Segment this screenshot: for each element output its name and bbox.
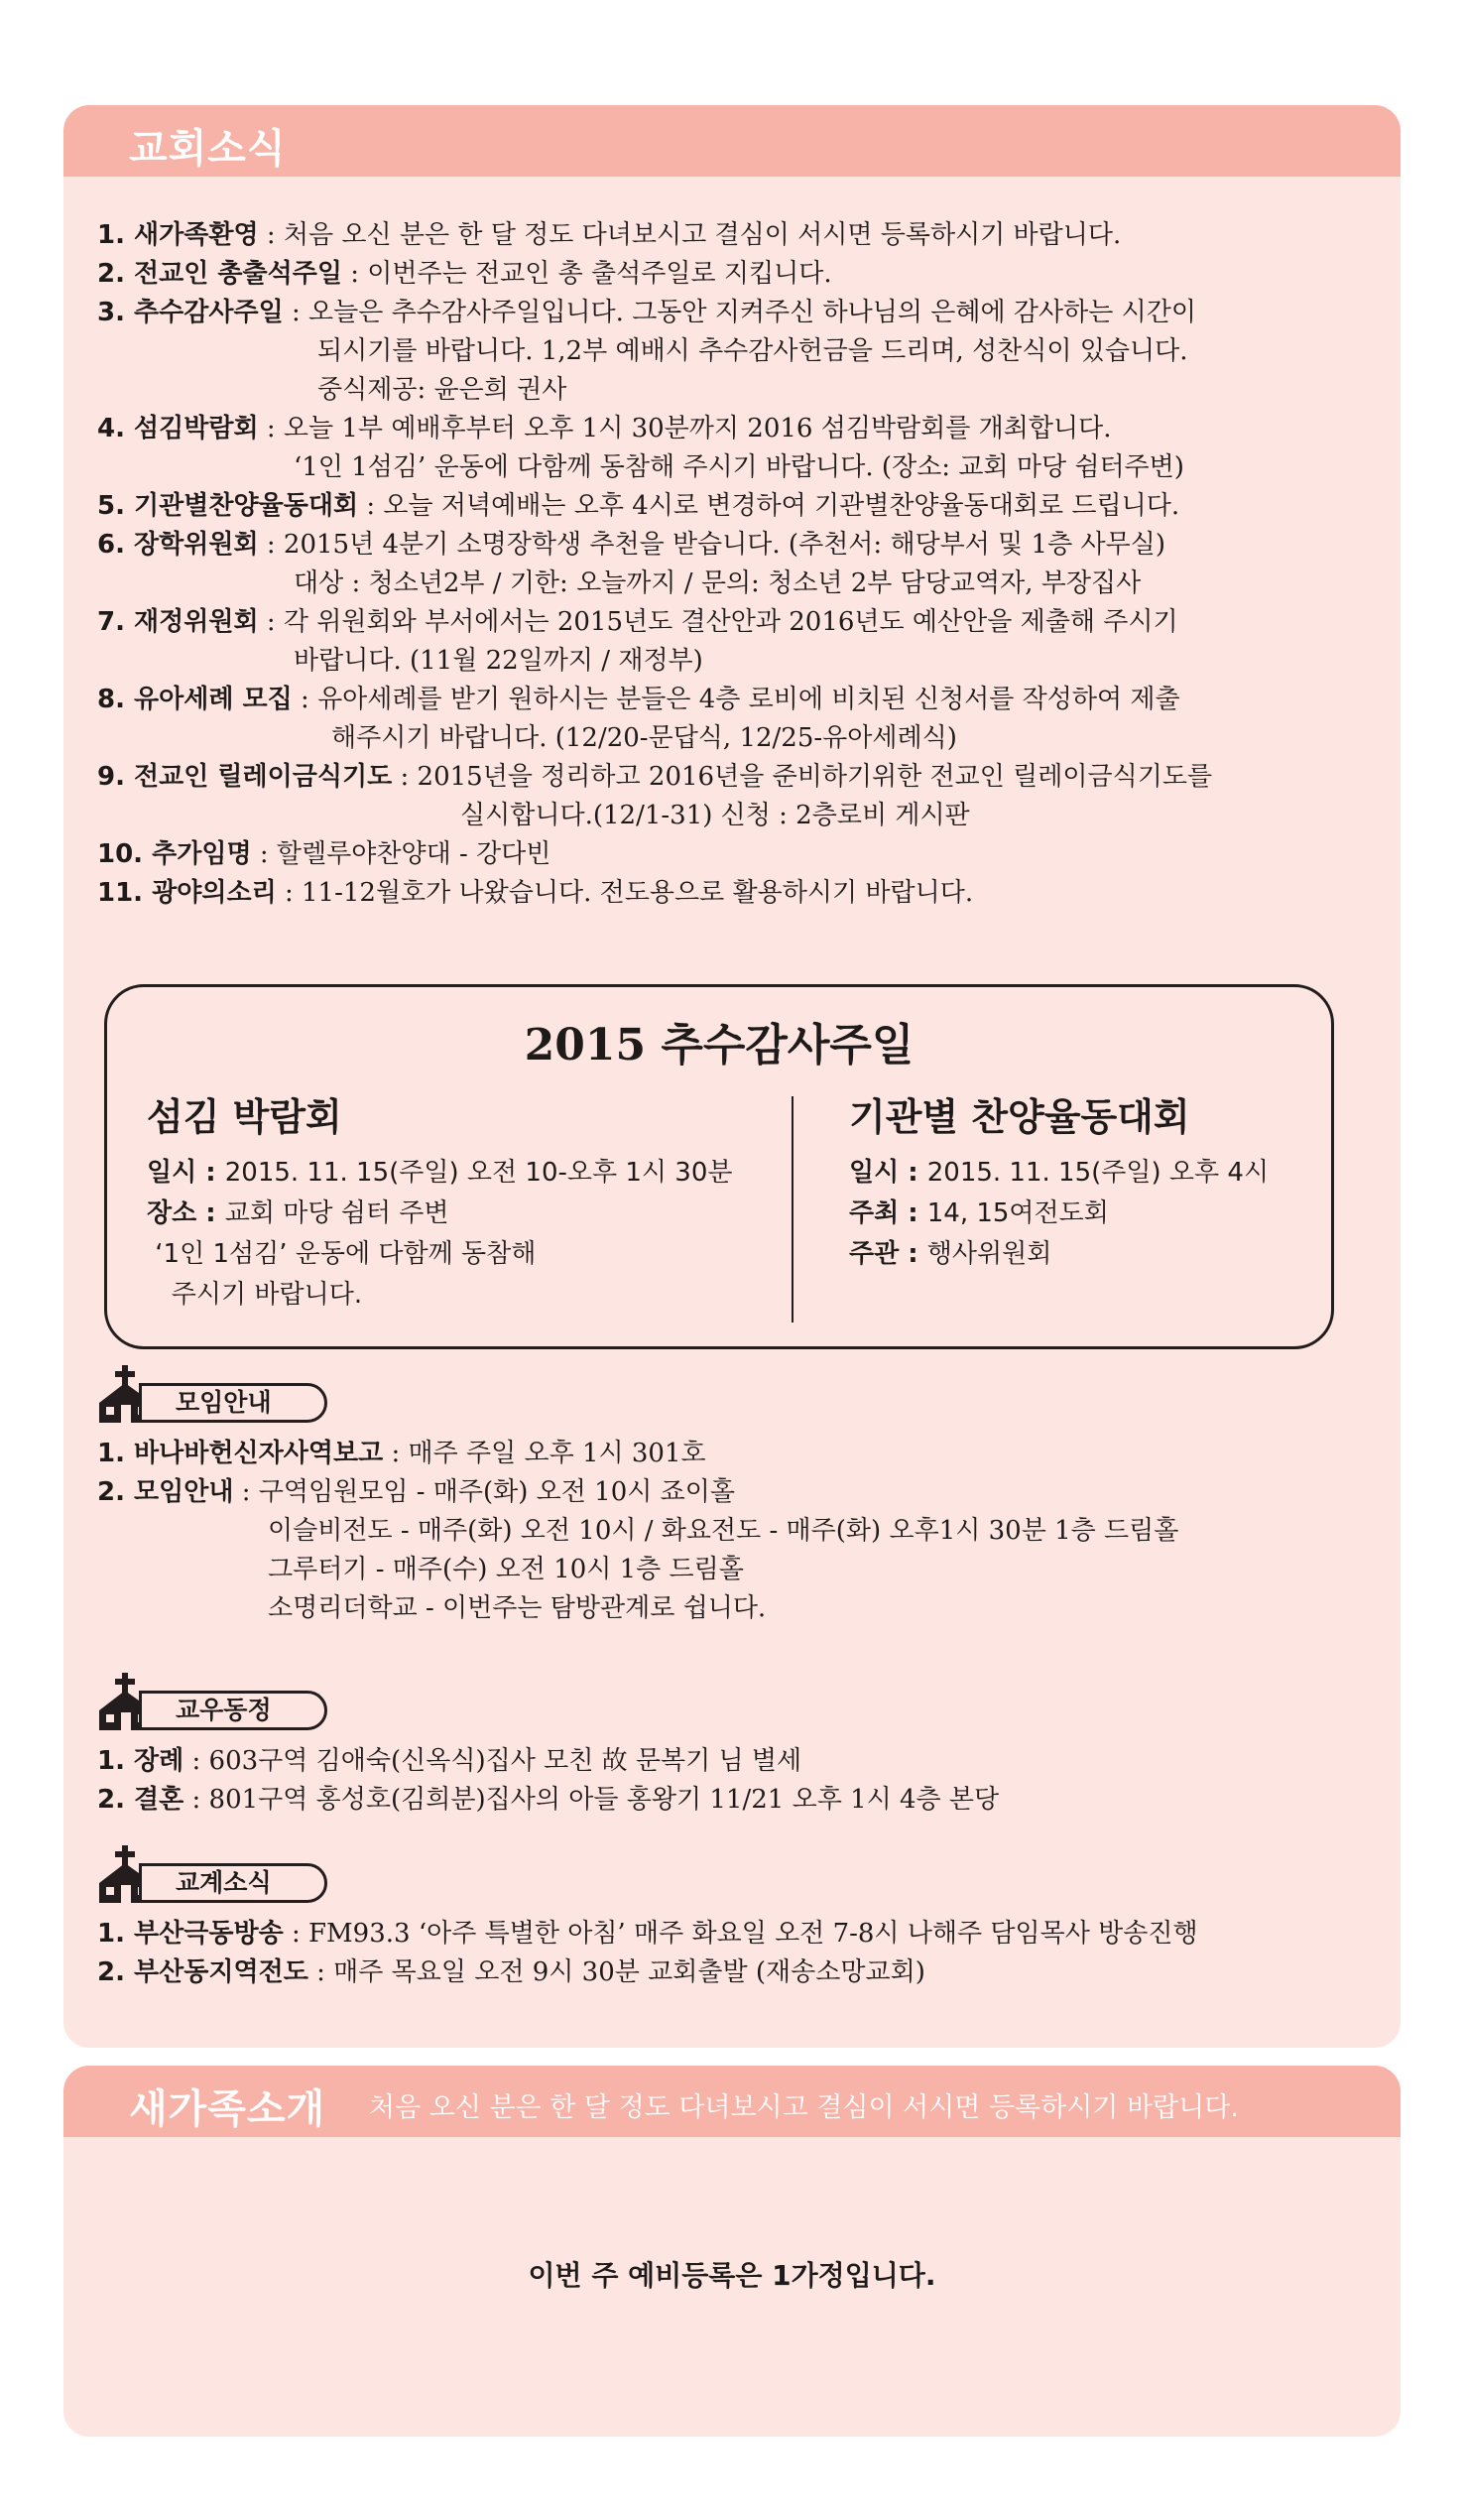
event-line-label: 일시 :: [849, 1158, 927, 1188]
item-text: 바랍니다. (11월 22일까지 / 재정부): [294, 646, 703, 676]
item-text: 대상 : 청소년2부 / 기한: 오늘까지 / 문의: 청소년 2부 담당교역자, 부장집사: [294, 568, 1142, 598]
item-label: 2. 부산동지역전도: [97, 1957, 308, 1987]
event-line-label: 주관 :: [849, 1239, 927, 1269]
event-line-text: 2015. 11. 15(주일) 오후 4시: [926, 1158, 1270, 1188]
new-family-subtitle: 처음 오신 분은 한 달 정도 다녀보시고 결심이 서시면 등록하시기 바랍니다.: [369, 2092, 1239, 2123]
event-line-text: 주시기 바랍니다.: [147, 1280, 363, 1310]
item-label: 1. 바나바헌신자사역보고: [97, 1439, 384, 1468]
item-text: 그루터기 - 매주(수) 오전 10시 1층 드림홀: [268, 1555, 744, 1584]
item-text: 되시기를 바랍니다. 1,2부 예배시 추수감사헌금을 드리며, 성찬식이 있습니다.: [317, 336, 1188, 366]
meetings-section-header: [99, 1365, 357, 1423]
item-label: 1. 부산극동방송: [97, 1919, 284, 1949]
event-line-text: 2015. 11. 15(주일) 오전 10-오후 1시 30분: [224, 1158, 733, 1188]
event-right-column: [849, 1086, 1315, 1275]
list-item: [97, 294, 1387, 410]
item-text: : 유아세례를 받기 원하시는 분들은 4층 로비에 비치된 신청서를 작성하여 제출: [292, 685, 1180, 714]
item-text: : 603구역 김애숙(신옥식)집사 모친 故 문복기 님 별세: [183, 1746, 802, 1776]
list-item: [97, 255, 1387, 294]
meetings-list: [97, 1435, 1387, 1628]
item-text: : 오늘 1부 예배후부터 오후 1시 30분까지 2016 섬김박람회를 개최합니다.: [258, 414, 1112, 443]
item-label: 2. 결혼: [97, 1785, 184, 1815]
item-text: : 2015년 4분기 소명장학생 추천을 받습니다. (추천서: 해당부서 및 1층 사무실): [258, 530, 1165, 560]
item-text: : 11-12월호가 나왔습니다. 전도용으로 활용하시기 바랍니다.: [276, 878, 974, 908]
item-label: 5. 기관별찬양율동대회: [97, 491, 359, 521]
item-label: 1. 장례: [97, 1746, 184, 1776]
item-text: 해주시기 바랍니다. (12/20-문답식, 12/25-유아세례식): [331, 723, 957, 753]
list-item: [97, 758, 1387, 835]
event-line-label: 주최 :: [849, 1198, 927, 1228]
external-news-list: [97, 1915, 1387, 1992]
event-line-text: 14, 15여전도회: [926, 1198, 1109, 1228]
event-line: [147, 1234, 762, 1275]
event-line: [147, 1194, 762, 1234]
event-line-text: 교회 마당 쉼터 주변: [224, 1198, 449, 1228]
item-text: : 각 위원회와 부서에서는 2015년도 결산안과 2016년도 예산안을 제출해 주시기: [258, 607, 1178, 637]
external-news-label: 교계소식: [139, 1863, 327, 1903]
list-item: [97, 216, 1387, 255]
item-text: : 매주 목요일 오전 9시 30분 교회출발 (재송소망교회): [307, 1957, 925, 1987]
item-text: : 할렐루야찬양대 - 강다빈: [251, 839, 551, 869]
list-item: [97, 874, 1387, 913]
item-text: 실시합니다.(12/1-31) 신청 : 2층로비 게시판: [460, 801, 970, 830]
list-item: [97, 1953, 1387, 1992]
item-text: 소명리더학교 - 이번주는 탐방관계로 쉽니다.: [268, 1593, 767, 1623]
item-label: 8. 유아세례 모집: [97, 685, 293, 714]
event-divider: [792, 1096, 794, 1323]
list-item: [97, 410, 1387, 487]
registration-notice: 이번 주 예비등록은 1가정입니다.: [528, 2259, 936, 2292]
item-label: 2. 모임안내: [97, 1477, 234, 1507]
item-label: 7. 재정위원회: [97, 607, 259, 637]
item-label: 3. 추수감사주일: [97, 298, 284, 327]
new-family-header: [63, 2066, 1401, 2137]
event-line-label: 장소 :: [147, 1198, 225, 1228]
item-text: : 구역임원모임 - 매주(화) 오전 10시 죠이홀: [233, 1477, 735, 1507]
item-text: : 2015년을 정리하고 2016년을 준비하기위한 전교인 릴레이금식기도를: [392, 762, 1213, 792]
church-news-header: [63, 105, 1401, 177]
list-item: [97, 1435, 1387, 1473]
item-label: 6. 장학위원회: [97, 530, 259, 560]
event-line-text: 행사위원회: [926, 1239, 1052, 1269]
thanksgiving-event-box: [104, 984, 1334, 1349]
item-text: : 오늘 저녁예배는 오후 4시로 변경하여 기관별찬양율동대회로 드립니다.: [358, 491, 1180, 521]
event-line: [849, 1153, 1315, 1194]
item-label: 9. 전교인 릴레이금식기도: [97, 762, 393, 792]
item-label: 2. 전교인 총출석주일: [97, 259, 342, 289]
item-text: : 매주 주일 오후 1시 301호: [383, 1439, 706, 1468]
event-title: 2015 추수감사주일: [524, 1020, 915, 1071]
list-item: [97, 526, 1387, 603]
event-line-label: 일시 :: [147, 1158, 225, 1188]
event-right-heading: 기관별 찬양율동대회: [849, 1095, 1190, 1139]
item-label: 11. 광야의소리: [97, 878, 277, 908]
member-news-label: 교우동정: [139, 1691, 327, 1730]
item-label: 10. 추가임명: [97, 839, 252, 869]
list-item: [97, 1915, 1387, 1953]
event-line: [147, 1153, 762, 1194]
list-item: [97, 835, 1387, 874]
meetings-label: 모임안내: [139, 1383, 327, 1423]
item-text: 이슬비전도 - 매주(화) 오전 10시 / 화요전도 - 매주(화) 오후1시 30분 1층 드림홀: [268, 1516, 1179, 1546]
member-news-section-header: [99, 1673, 357, 1730]
new-family-title: 새가족소개: [129, 2086, 326, 2132]
event-line-text: ‘1인 1섬김’ 운동에 다함께 동참해: [147, 1239, 537, 1269]
event-line: [849, 1234, 1315, 1275]
item-text: ‘1인 1섬김’ 운동에 다함께 동참해 주시기 바랍니다. (장소: 교회 마당 쉼터주변): [294, 452, 1184, 482]
item-text: : 오늘은 추수감사주일입니다. 그동안 지켜주신 하나님의 은혜에 감사하는 시간이: [283, 298, 1196, 327]
event-left-column: [147, 1086, 762, 1316]
list-item: [97, 1473, 1387, 1628]
list-item: [97, 1742, 1387, 1781]
church-news-list: [97, 216, 1387, 913]
member-news-list: [97, 1742, 1387, 1820]
item-text: 중식제공: 윤은희 권사: [317, 375, 567, 405]
list-item: [97, 487, 1387, 526]
church-news-panel: [63, 105, 1401, 2048]
item-text: : 801구역 홍성호(김희분)집사의 아들 홍왕기 11/21 오후 1시 4층 본당: [183, 1785, 1000, 1815]
external-news-section-header: [99, 1845, 357, 1903]
item-text: : 이번주는 전교인 총 출석주일로 지킵니다.: [342, 259, 832, 289]
item-text: : FM93.3 ‘아주 특별한 아침’ 매주 화요일 오전 7-8시 나해주 담임목사 방송진행: [283, 1919, 1198, 1949]
event-line: [849, 1194, 1315, 1234]
list-item: [97, 603, 1387, 681]
event-left-heading: 섬김 박람회: [147, 1095, 342, 1139]
item-label: 4. 섬김박람회: [97, 414, 259, 443]
list-item: [97, 681, 1387, 758]
church-news-title: 교회소식: [129, 126, 287, 172]
item-text: : 처음 오신 분은 한 달 정도 다녀보시고 결심이 서시면 등록하시기 바랍니다.: [258, 220, 1122, 250]
event-line: [147, 1275, 762, 1316]
list-item: [97, 1781, 1387, 1820]
new-family-panel: [63, 2066, 1401, 2437]
item-label: 1. 새가족환영: [97, 220, 259, 250]
